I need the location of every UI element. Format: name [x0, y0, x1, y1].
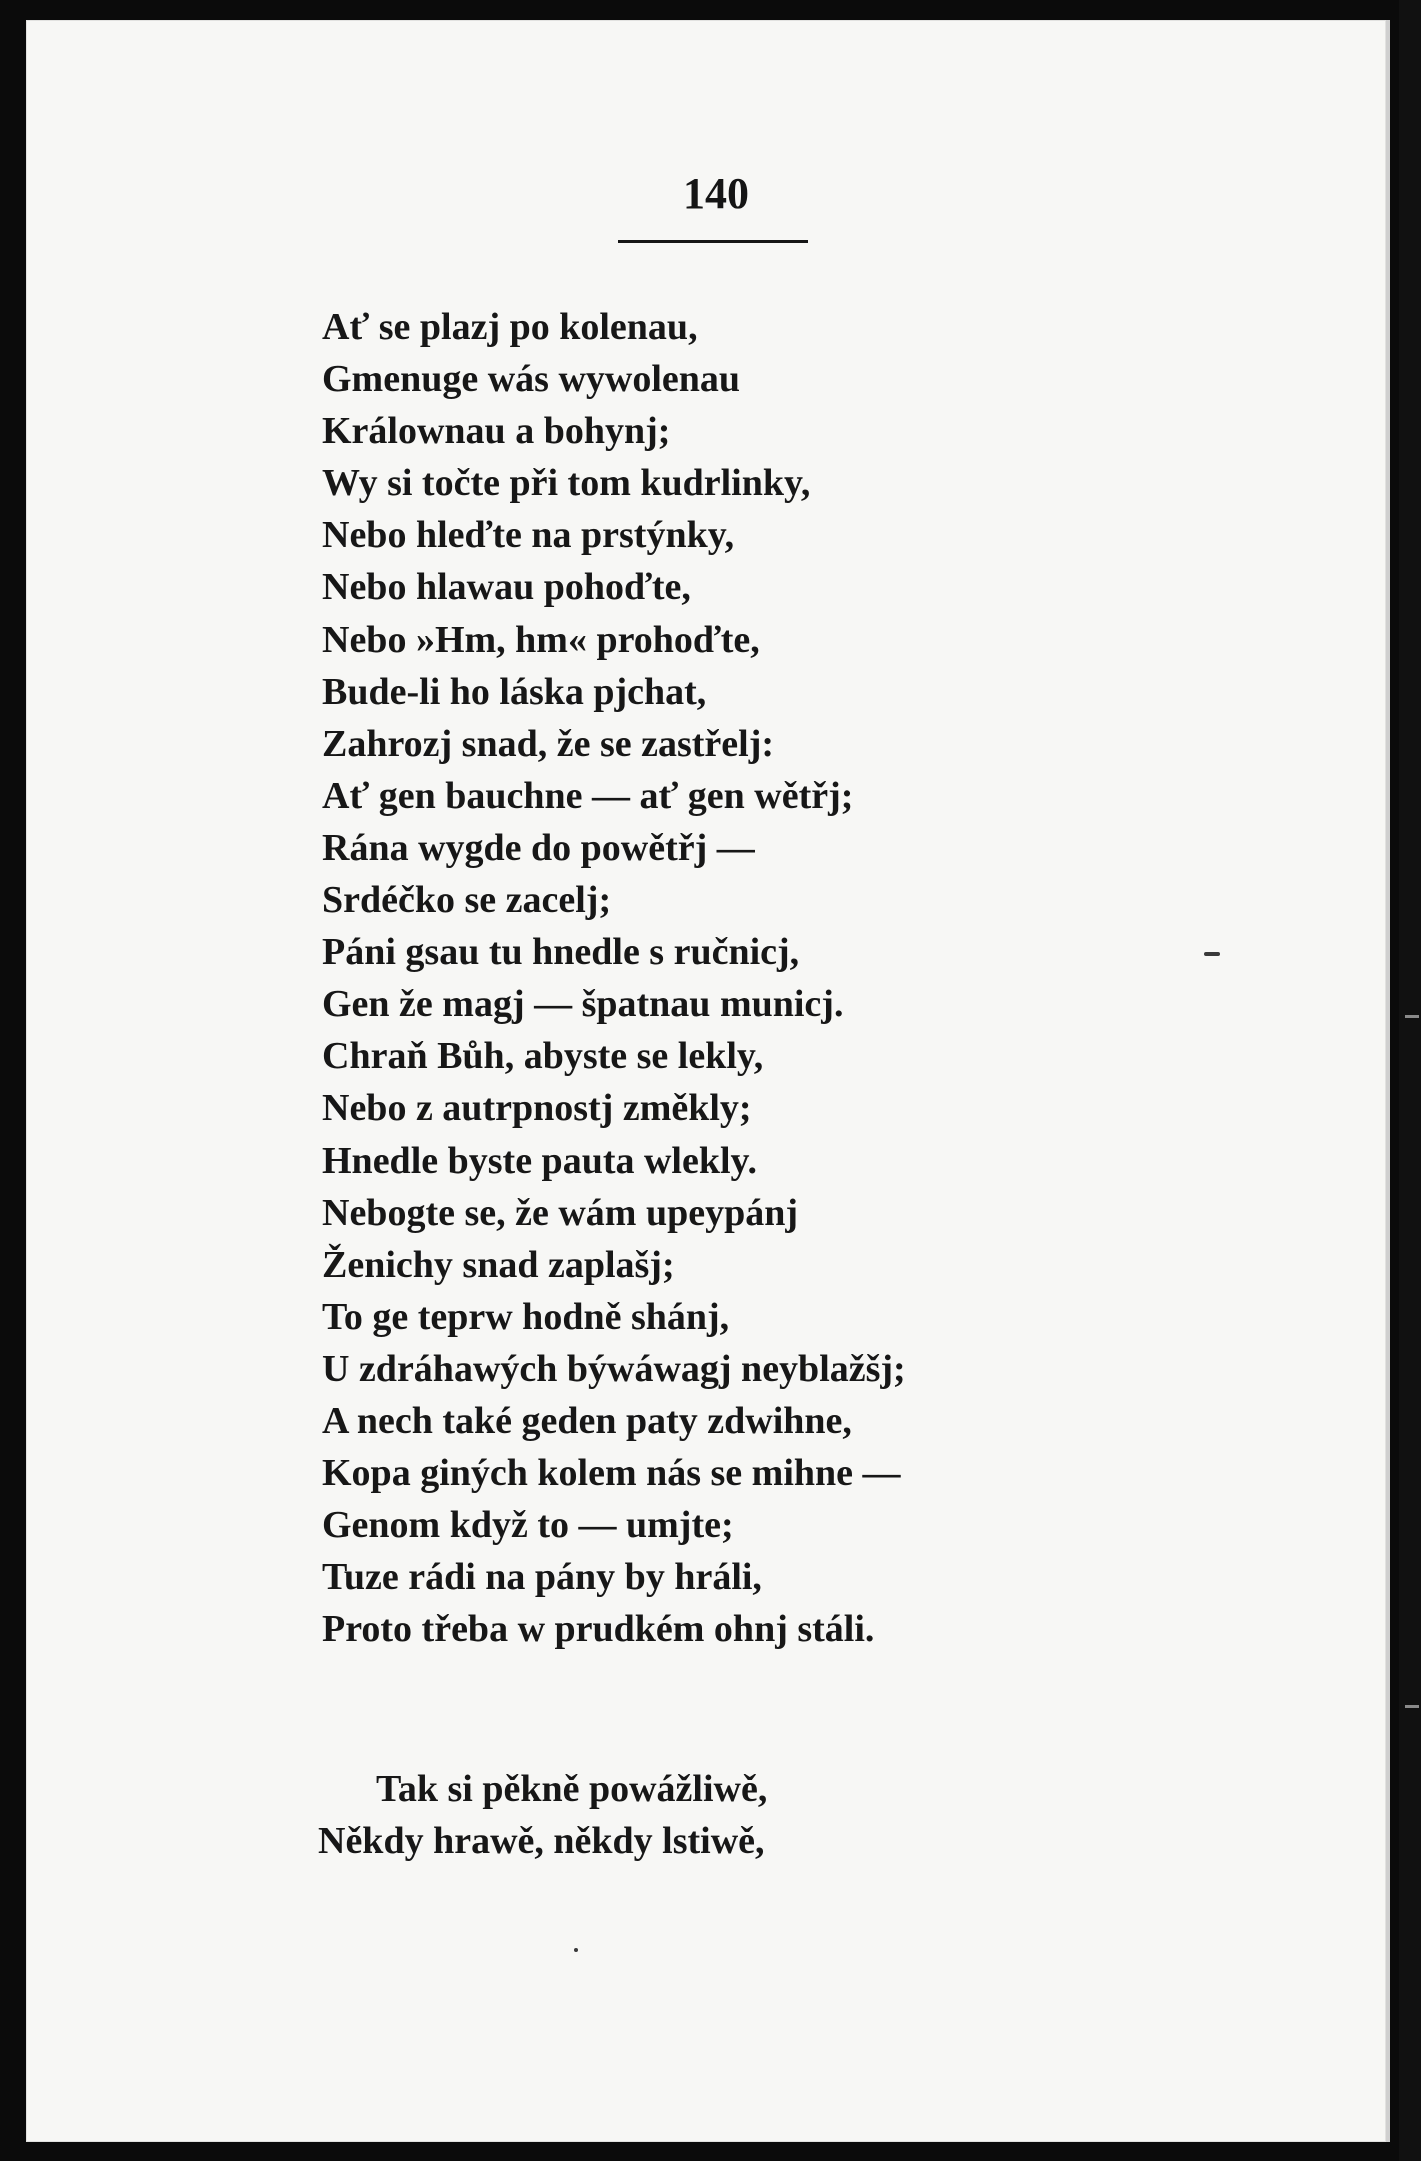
poem-line: Tak si pěkně powážliwě,: [376, 1768, 768, 1810]
scan-edge: [1399, 0, 1421, 2161]
poem-line: Nebo »Hm, hm« prohoďte,: [322, 618, 760, 661]
poem-line: Nebo hleďte na prstýnky,: [322, 514, 735, 557]
poem-line: Králownau a bohynj;: [322, 410, 671, 453]
poem-line: Wy si točte při tom kudrlinky,: [322, 462, 811, 505]
print-speck: [1204, 952, 1220, 956]
scan-edge-mark: [1405, 1705, 1419, 1708]
poem-line: Kopa giných kolem nás se mihne —: [322, 1452, 901, 1495]
poem-line: Chraň Bůh, abyste se lekly,: [322, 1035, 764, 1078]
header-rule: [618, 240, 808, 243]
poem-line: Někdy hrawě, někdy lstiwě,: [318, 1820, 765, 1863]
poem-line: Gmenuge wás wywolenau: [322, 358, 741, 401]
poem-line: Zahrozj snad, že se zastřelj:: [322, 722, 775, 765]
poem-line: Srdéčko se zacelj;: [322, 879, 612, 922]
page-number: 140: [683, 169, 749, 218]
poem-stanza-1: [322, 301, 1102, 1655]
poem-line: Nebo hlawau pohoďte,: [322, 566, 691, 609]
poem-line: Rána wygde do powětřj —: [322, 826, 755, 869]
poem-line: U zdráhawých býwáwagj neyblažšj;: [322, 1347, 906, 1390]
poem-line: A nech také geden paty zdwihne,: [322, 1399, 852, 1442]
poem-stanza-2: [318, 1763, 1098, 1867]
scan-edge-mark: [1405, 1015, 1419, 1018]
poem-line: Gen že magj — špatnau municj.: [322, 983, 844, 1026]
poem-line: Páni gsau tu hnedle s ručnicj,: [322, 931, 800, 974]
poem-line: Genom když to — umjte;: [322, 1504, 734, 1547]
poem-line: To ge teprw hodně shánj,: [322, 1295, 730, 1338]
poem-line: Ať se plazj po kolenau,: [322, 306, 698, 348]
poem-line: Hnedle byste pauta wlekly.: [322, 1139, 757, 1182]
print-speck: [574, 1948, 578, 1952]
poem-line: Proto třeba w prudkém ohnj stáli.: [322, 1608, 875, 1651]
book-page: [26, 20, 1390, 2142]
poem-line: Ženichy snad zaplašj;: [322, 1243, 675, 1286]
poem-line: Bude-li ho láska pjchat,: [322, 670, 707, 713]
poem-line: Tuze rádi na pány by hráli,: [322, 1556, 762, 1599]
poem-line: Nebo z autrpnostj změkly;: [322, 1087, 752, 1130]
poem-line: Ať gen bauchne — ať gen wětřj;: [322, 774, 854, 817]
poem-line: Nebogte se, že wám upeypánj: [322, 1191, 799, 1234]
